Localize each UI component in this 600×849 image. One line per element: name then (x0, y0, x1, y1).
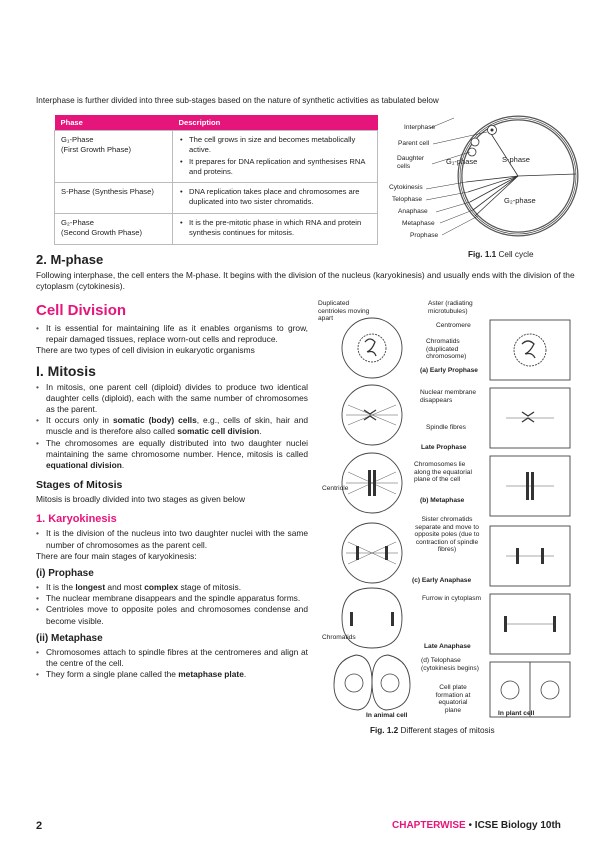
list-item: • The chromosomes are equally distributed into two daughter nuclei maintaining the same chromosome number. Hence, mitosis is called equational division. (36, 438, 308, 472)
label-nuclear-membrane: Nuclear membrane disappears (420, 389, 477, 404)
label-telophase: (d) Telophase (cytokinesis begins) (421, 657, 479, 672)
label-telophase: Telophase (392, 196, 423, 203)
fig1-num: Fig. 1.1 (468, 250, 497, 259)
list-item: • The nuclear membrane disappears and the spindle apparatus forms. (36, 593, 308, 604)
label-aster: Aster (radiating microtubules) (428, 300, 473, 315)
label-g2: G₂-phase (504, 196, 536, 205)
label-sister-chromatids: Sister chromatids separate and move to opposite poles (due to contraction of spindle fibres) (414, 516, 480, 554)
list-item: • They form a single plane called the metaphase plate. (36, 669, 308, 680)
mphase-text: Following interphase, the cell enters the M-phase. It begins with the division of the nucleus (karyokinesis) and usually ends with the division of the cytoplasm (cytokinesis). (36, 270, 575, 292)
book-title: ICSE Biology 10th (474, 820, 561, 831)
stages-text: Mitosis is broadly divided into two stages as given below (36, 494, 246, 505)
label-spindle-fibres: Spindle fibres (426, 424, 466, 431)
phase-table (54, 115, 378, 245)
list-item: • It is the division of the nucleus into two daughter nuclei with the same number of chromosomes as the parent cell. (36, 528, 308, 550)
mitosis-title: I. Mitosis (36, 362, 96, 379)
list-item: • It occurs only in somatic (body) cells, e.g., cells of skin, hair and muscle and is therefore also called somatic cell division. (36, 415, 308, 437)
brand-name: CHAPTERWISE (392, 820, 466, 831)
fig2-caption (370, 726, 495, 735)
table-header-phase: Phase (55, 115, 173, 131)
stages-title: Stages of Mitosis (36, 479, 123, 492)
label-cell-plate: Cell plate formation at equatorial plane (435, 684, 471, 714)
prophase-title: (i) Prophase (36, 568, 94, 580)
fig1-text: Cell cycle (498, 250, 534, 259)
fig1-caption (468, 250, 534, 259)
phase-desc: • DNA replication takes place and chromosomes are duplicated into two sister chromatids. (189, 187, 371, 207)
label-late-anaphase: Late Anaphase (424, 643, 471, 650)
table-header-description: Description (173, 115, 378, 131)
metaphase-title: (ii) Metaphase (36, 632, 103, 644)
label-s: S-phase (502, 155, 530, 164)
list-item: • It is essential for maintaining life as it enables organisms to grow, repair damaged tissues, replace worn-out cells and reproduce. (36, 323, 308, 345)
phase-desc: • The cell grows in size and becomes metabolically active. (189, 135, 371, 155)
label-g1: G₁-phase (446, 157, 478, 166)
table-row (55, 214, 378, 245)
label-daughter-cells: Daughter cells (397, 155, 425, 170)
label-centriole: Centriole (322, 485, 349, 492)
phase-sub: (Second Growth Phase) (61, 228, 143, 238)
intro-text: Interphase is further divided into three sub-stages based on the nature of synthetic activities as tabulated below (36, 96, 439, 105)
cell-division-title: Cell Division (36, 302, 127, 319)
label-cytokinesis: Cytokinesis (389, 184, 423, 191)
cell-division-after: There are two types of cell division in eukaryotic organisms (36, 345, 255, 356)
label-metaphase: Metaphase (402, 220, 435, 227)
label-duplicated-centrioles: Duplicated centrioles moving apart (318, 300, 370, 323)
footer-brand (392, 820, 561, 831)
phase-name: S-Phase (Synthesis Phase) (61, 187, 154, 197)
label-prophase: Prophase (410, 232, 439, 239)
label-early-anaphase: (c) Early Anaphase (412, 577, 472, 584)
label-anaphase: Anaphase (398, 208, 428, 215)
label-chromatids: Chromatids (duplicated chromosome) (426, 338, 467, 361)
karyokinesis-after: There are four main stages of karyokinesis: (36, 550, 197, 561)
table-row (55, 131, 378, 183)
phase-name: G₂-Phase (61, 218, 94, 228)
list-item: • In mitosis, one parent cell (diploid) divides to produce two identical daughter cells (diploid), each with the same number of chromosomes as the parent. (36, 382, 308, 416)
list-item: • Centrioles move to opposite poles and chromosomes condense and become visible. (36, 604, 308, 626)
karyokinesis-title: 1. Karyokinesis (36, 513, 117, 526)
phase-desc: • It prepares for DNA replication and synthesises RNA and proteins. (189, 157, 371, 177)
label-parent-cell: Parent cell (398, 140, 430, 147)
label-furrow: Furrow in cytoplasm (422, 595, 481, 602)
label-chromatids-2: Chromatids (322, 634, 356, 641)
label-late-prophase: Late Prophase (421, 444, 467, 451)
phase-sub: (First Growth Phase) (61, 144, 132, 154)
phase-desc: • It is the pre-mitotic phase in which RNA and protein synthesis continues for mitosis. (189, 218, 371, 238)
phase-name: G₁-Phase (61, 135, 94, 144)
label-metaphase: (b) Metaphase (420, 497, 465, 504)
list-item: • Chromosomes attach to spindle fibres at the centromeres and align at the centre of the cell. (36, 647, 308, 669)
label-interphase: Interphase (404, 124, 436, 131)
label-early-prophase: (a) Early Prophase (420, 367, 478, 374)
mphase-title: 2. M-phase (36, 252, 104, 267)
fig2-text: Different stages of mitosis (400, 726, 495, 735)
list-item: • It is the longest and most complex stage of mitosis. (36, 582, 308, 593)
left-column (36, 302, 308, 680)
label-animal-cell: In animal cell (366, 712, 408, 719)
table-row (55, 183, 378, 214)
label-plant-cell: In plant cell (498, 710, 535, 717)
label-chromosomes-lie: Chromosomes lie along the equatorial plane of the cell (414, 461, 472, 484)
label-centromere: Centromere (436, 322, 471, 329)
fig2-num: Fig. 1.2 (370, 726, 399, 735)
page-number: 2 (36, 820, 43, 832)
separator: • (468, 820, 473, 831)
